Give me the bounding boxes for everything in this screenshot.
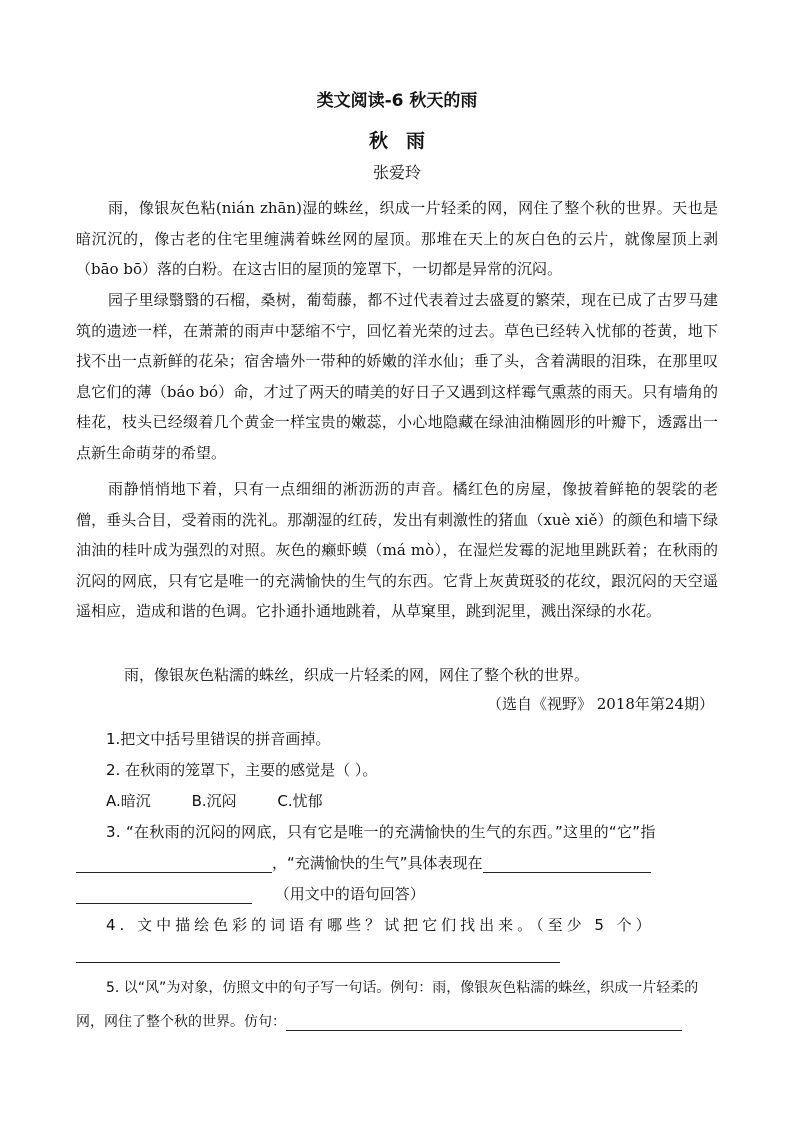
question-5-text-2: 网，网住了整个秋的世界。仿句： (76, 1014, 286, 1030)
essay-author: 张爱玲 (372, 163, 421, 182)
answer-blank[interactable] (286, 1016, 682, 1031)
option-c: C.忧郁 (277, 792, 323, 810)
worksheet-title: 类文阅读-6 秋天的雨 (316, 91, 478, 111)
essay-title: 秋雨 (368, 130, 443, 152)
question-3-line-3 (76, 883, 718, 904)
question-5: 5. 以“风”为对象，仿照文中的句子写一句话。例句：雨，像银灰色粘濡的蛛丝，织成一片轻柔的 (106, 980, 699, 996)
question-3-note: （用文中的语句回答） (274, 885, 425, 903)
question-2-options (106, 790, 359, 811)
question-1: 1.把文中括号里错误的拼音画掉。 (106, 730, 331, 748)
essay-paragraph-4: 雨，像银灰色粘濡的蛛丝，织成一片轻柔的网，网住了整个秋的世界。 (124, 666, 590, 684)
essay-paragraph-2: 园子里绿翳翳的石榴，桑树，葡萄藤，都不过代表着过去盛夏的繁荣，现在已成了古罗马建筑的遗迹一样，在萧萧的雨声中瑟缩不宁，回忆着光荣的过去。草色已经转入忧郁的苍黄，地下找不出一点新鲜的花朵；宿舍墙外一带种的娇嫩的洋水仙；垂了头，含着满眼的泪珠，在那里叹息它们的薄（báo bó）命，才过了两天的晴美的好日子又遇到这样霉气熏蒸的雨天。只有墙角的桂花，枝头已经缀着几个黄金一样宝贵的嫩蕊，小心地隐藏在绿油油椭圆形的叶瓣下，透露出一点新生命萌芽的希望。 (76, 291, 718, 462)
answer-blank[interactable] (483, 856, 651, 873)
question-4: 4. 文中描绘色彩的词语有哪些？试把它们找出来。（至少 5 个） (106, 916, 655, 934)
essay-paragraph-3: 雨静悄悄地下着，只有一点细细的淅沥沥的声音。橘红色的房屋，像披着鲜艳的袈裟的老僧，垂头合目，受着雨的洗礼。那潮湿的红砖，发出有刺激性的猪血（xuè xiě）的颜色和墙下绿油油的桂叶成为强烈的对照。灰色的癞虾蟆（má mò），在湿烂发霉的泥地里跳跃着；在秋雨的沉闷的网底，只有它是唯一的充满愉快的生气的东西。它背上灰黄斑驳的花纹，跟沉闷的天空遥遥相应，造成和谐的色调。它扑通扑通地跳着，从草窠里，跳到泥里，溅出深绿的水花。 (76, 480, 718, 620)
question-3-line-2 (76, 852, 718, 873)
answer-blank[interactable] (76, 887, 252, 904)
option-b: B.沉闷 (191, 792, 237, 810)
question-2: 2. 在秋雨的笼罩下，主要的感觉是（ ）。 (106, 761, 378, 779)
question-5-line-2 (76, 1011, 682, 1031)
answer-blank[interactable] (76, 856, 272, 873)
option-a: A.暗沉 (106, 792, 151, 810)
question-3: 3. “在秋雨的沉闷的网底，只有它是唯一的充满愉快的生气的东西。”这里的“它”指 (106, 823, 656, 841)
answer-line[interactable] (76, 962, 560, 963)
source-citation: （选自《视野》 2018年第24期） (486, 695, 714, 713)
question-3-text-2: ，“充满愉快的生气”具体表现在 (272, 854, 483, 872)
essay-paragraph-1: 雨，像银灰色粘(nián zhān)湿的蛛丝，织成一片轻柔的网，网住了整个秋的世界。天也是暗沉沉的，像古老的住宅里缠满着蛛丝网的屋顶。那堆在天上的灰白色的云片，就像屋顶上剥（bāo bō）落的白粉。在这古旧的屋顶的笼罩下，一切都是异常的沉闷。 (76, 199, 718, 278)
